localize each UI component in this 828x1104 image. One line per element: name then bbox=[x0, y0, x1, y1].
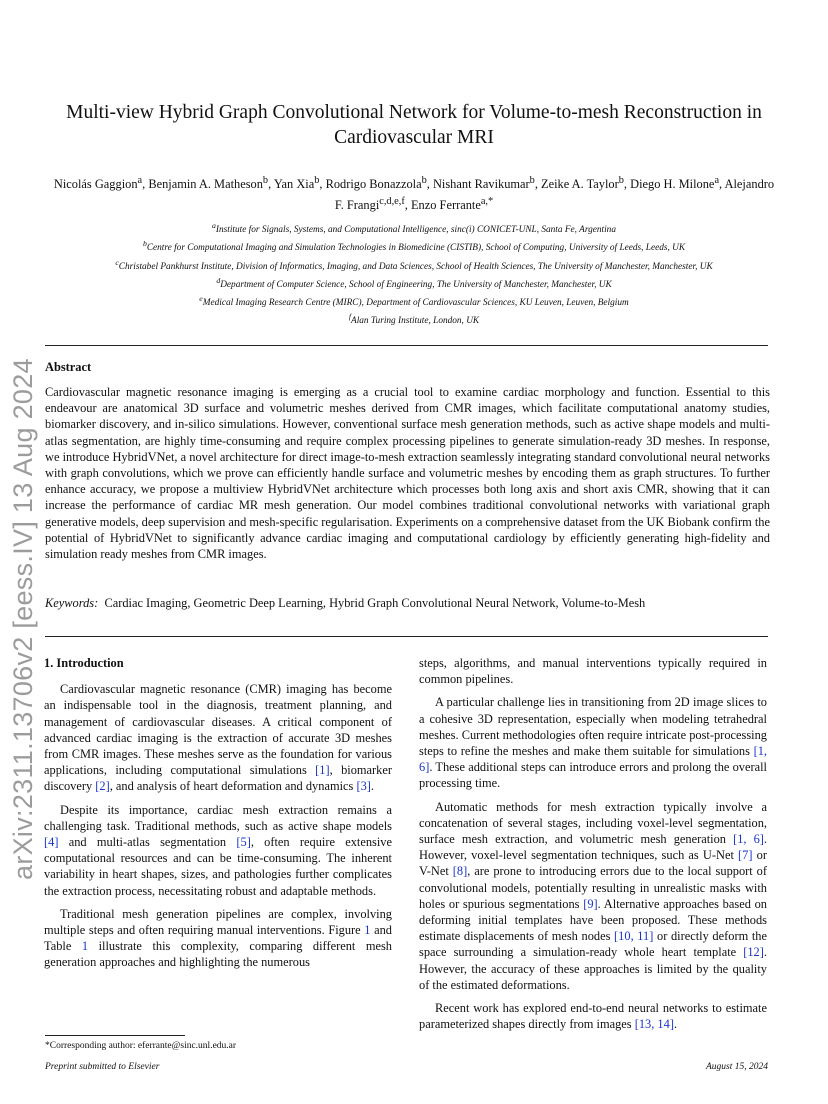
paragraph: Cardiovascular magnetic resonance (CMR) imaging has become an indispensable tool in the diagnosis, treatment planning, and management of cardiovascular diseases. A critical component of advanced cardiac imaging is the extraction of accurate 3D meshes from CMR images. These meshes serve as the foundation for various applications, including computational simulations [1], biomarker discovery [2], and analysis of heart deformation and dynamics [3]. bbox=[44, 682, 392, 794]
affiliations bbox=[30, 219, 798, 329]
section-heading: 1. Introduction bbox=[44, 656, 124, 670]
abstract-heading: Abstract bbox=[45, 360, 92, 374]
keywords bbox=[45, 595, 770, 611]
keywords-label: Keywords: bbox=[45, 596, 99, 610]
footnote: *Corresponding author: eferrante@sinc.unl.edu.ar bbox=[45, 1041, 237, 1051]
paper-title: Multi-view Hybrid Graph Convolutional Network for Volume-to-mesh Reconstruction in Cardiovascular MRI bbox=[66, 102, 762, 148]
affiliation-e: $^e$Medical Imaging Research Centre (MIRC), Department of Cardiovascular Sciences, KU Leuven, Leuven, Belgium bbox=[199, 294, 629, 309]
footer-left: Preprint submitted to Elsevier bbox=[45, 1062, 160, 1072]
paragraph: Traditional mesh generation pipelines are complex, involving multiple steps and often requiring manual interventions. Figure 1 and Table 1 illustrate this complexity, comparing different mesh generation approaches and highlighting the numerous bbox=[44, 906, 393, 970]
paragraph: A particular challenge lies in transitioning from 2D image slices to a cohesive 3D representation, especially when modeling tetrahedral meshes. Current methodologies often require intricate post-processing steps to refine the meshes and make them suitable for simulations [1, 6]. These additional steps can introduce errors and prolong the overall processing time. bbox=[419, 695, 767, 791]
right-column bbox=[419, 655, 767, 1039]
paragraph: Automatic methods for mesh extraction typically involve a concatenation of several stages, including voxel-level segmentation, surface mesh extraction, and volumetric mesh generation [1, 6]. However, voxel-level segmentation techniques, such as U-Net [7] or V-Net [8], are prone to introducing errors due to the local support of convolutional models, potentially resulting in unrealistic masks with holes or spurious segmentations [9]. Alternative approaches based on deforming initial templates have been proposed. These methods estimate displacements of mesh nodes [10, 11] or directly deform the space surrounding a simulation-ready whole heart template [12]. However, the accuracy of these approaches is limited by the quality of the estimated deformations. bbox=[419, 799, 768, 992]
affiliation-b: $^b$Centre for Computational Imaging and Simulation Technologies in Biomedicine (CISTIB), School of Computing, University of Leeds, Leeds, UK bbox=[142, 239, 686, 254]
top-divider bbox=[45, 345, 768, 346]
affiliation-f: $^f$Alan Turing Institute, London, UK bbox=[348, 312, 480, 327]
arxiv-stamp: arXiv:2311.13706v2 [eess.IV] 13 Aug 2024 bbox=[8, 358, 38, 880]
affiliation-d: $^d$Department of Computer Science, School of Engineering, The University of Manchester, Manchester, UK bbox=[216, 275, 612, 290]
author-list: Nicolás Gaggion$^a$, Benjamin A. Matheson$^b$, Yan Xia$^b$, Rodrigo Bonazzola$^b$, Nishant Ravikumar$^b$, Zeike A. Taylor$^b$, Diego H. Milone$^a$, Alejandro F. Frangi$^{c,d,e,f}$, Enzo Ferrante$^{a,*}$ bbox=[53, 175, 775, 213]
footer-date: August 15, 2024 bbox=[705, 1062, 768, 1072]
affiliation-c: $^c$Christabel Pankhurst Institute, Division of Informatics, Imaging, and Data Sciences, School of Health Sciences, The University of Manchester, Manchester, UK bbox=[115, 257, 713, 272]
paragraph: Recent work has explored end-to-end neural networks to estimate parameterized shapes directly from images [13, 14]. bbox=[419, 1001, 767, 1032]
abstract-text: Cardiovascular magnetic resonance imaging is emerging as a crucial tool to examine cardiac morphology and function. Essential to this endeavour are anatomical 3D surface and volumetric meshes derived from CMR images, which facilitate computational anatomy studies, biomarker discovery, and in-silico simulations. However, conventional surface mesh generation methods, such as active shape models and multi-atlas segmentation, are highly time-consuming and require complex processing pipelines to generate simulation-ready 3D meshes. In response, we introduce HybridVNet, a novel architecture for direct image-to-mesh extraction seamlessly integrating standard convolutional neural networks with graph convolutions, which we prove can efficiently handle surface and volumetric meshes by encoding them as graph structures. To further enhance accuracy, we propose a multiview HybridVNet architecture which processes both long axis and short axis CMR, showing that it can increase the performance of cardiac MR mesh generation. Our model combines traditional convolutional networks with variational graph generative models, deep supervision and mesh-specific regularisation. Experiments on a comprehensive dataset from the UK Biobank confirm the potential of HybridVNet to significantly advance cardiac imaging and computational cardiology by efficiently generating high-fidelity and simulation ready meshes from CMR images. bbox=[45, 385, 770, 562]
affiliation-a: $^a$Institute for Signals, Systems, and Computational Intelligence, sinc(i) CONICET-UNL, Santa Fe, Argentina bbox=[212, 221, 616, 236]
paragraph: steps, algorithms, and manual interventions typically required in common pipelines. bbox=[419, 656, 767, 687]
bottom-divider bbox=[45, 636, 768, 637]
footnote-rule bbox=[45, 1035, 185, 1036]
paragraph: Despite its importance, cardiac mesh extraction remains a challenging task. Traditional methods, such as active shape models [4] and multi-atlas segmentation [5], often require extensive computational resources and can be time-consuming. The inherent variability in heart shapes, sizes, and pathologies further complicates the extraction process, necessitating robust and adaptable methods. bbox=[44, 802, 392, 898]
left-column bbox=[44, 655, 392, 978]
keywords-text: Cardiac Imaging, Geometric Deep Learning, Hybrid Graph Convolutional Neural Network, Volume-to-Mesh bbox=[104, 596, 646, 610]
